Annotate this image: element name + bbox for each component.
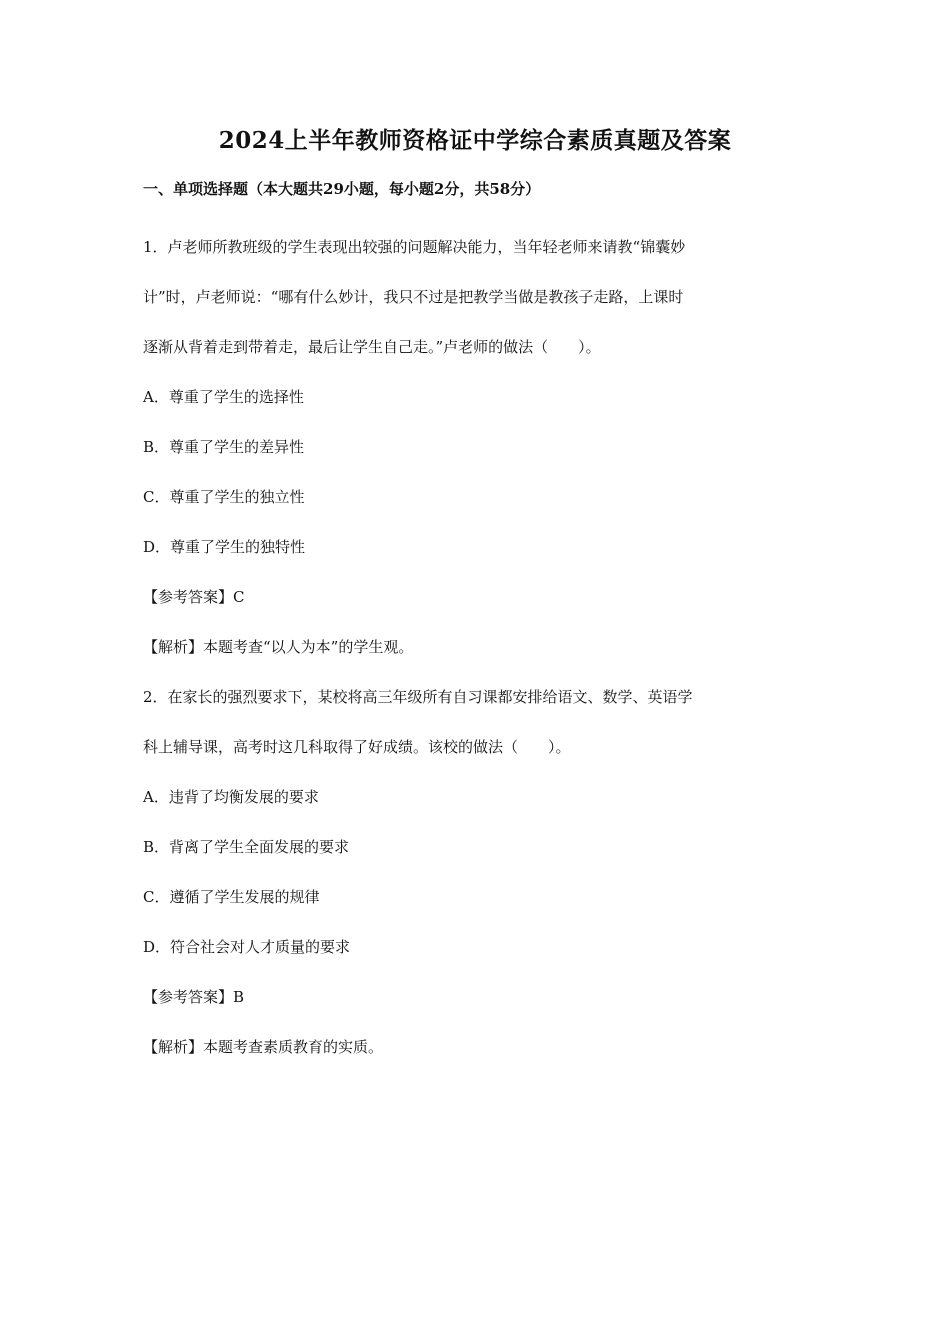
question-1-stem-line-1: 1．卢老师所教班级的学生表现出较强的问题解决能力，当年轻老师来请教“锦囊妙 [143,238,686,256]
question-2-answer: 【参考答案】B [143,988,245,1006]
question-1 [143,222,811,672]
question-1-stem-line-3: 逐渐从背着走到带着走，最后让学生自己走。”卢老师的做法（ ）。 [143,338,601,356]
document-title: 2024上半年教师资格证中学综合素质真题及答案 [218,127,732,154]
document-body [143,174,811,1072]
question-1-answer: 【参考答案】C [143,588,245,606]
question-2-stem-line-1: 2．在家长的强烈要求下，某校将高三年级所有自习课都安排给语文、数学、英语学 [143,688,693,706]
question-2-option-b: B．背离了学生全面发展的要求 [143,838,350,856]
question-2-analysis: 【解析】本题考查素质教育的实质。 [143,1038,384,1056]
question-2-option-d: D．符合社会对人才质量的要求 [143,938,351,956]
question-2 [143,672,811,1072]
question-1-analysis: 【解析】本题考查“以人为本”的学生观。 [143,638,414,656]
question-1-option-a: A．尊重了学生的选择性 [143,388,304,406]
question-2-option-a: A．违背了均衡发展的要求 [143,788,319,806]
question-1-option-b: B．尊重了学生的差异性 [143,438,305,456]
question-1-stem-line-2: 计”时，卢老师说：“哪有什么妙计，我只不过是把教学当做是教孩子走路，上课时 [143,288,684,306]
section-heading: 一、单项选择题（本大题共29小题，每小题2分，共58分） [143,180,541,198]
question-1-option-c: C．尊重了学生的独立性 [143,488,305,506]
question-1-option-d: D．尊重了学生的独特性 [143,538,306,556]
question-2-option-c: C．遵循了学生发展的规律 [143,888,320,906]
question-2-stem-line-2: 科上辅导课，高考时这几科取得了好成绩。该校的做法（ ）。 [143,738,571,756]
